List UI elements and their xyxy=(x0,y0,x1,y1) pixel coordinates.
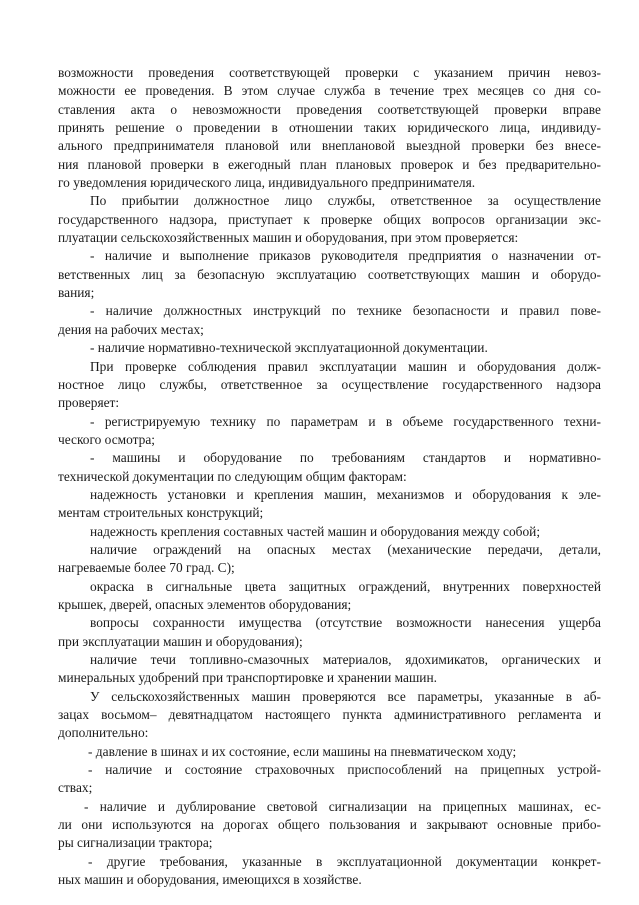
text-line: ментам строительных конструкций; xyxy=(58,505,264,521)
text-line: технической документации по следующим общим факторам: xyxy=(58,468,407,484)
text-line: проверяет: xyxy=(58,395,120,411)
text-line: ствах; xyxy=(58,780,93,796)
text-line: ры сигнализации трактора; xyxy=(58,835,213,851)
text-line: - наличие и выполнение приказов руководителя предприятия о назначении от- xyxy=(90,248,601,264)
text-line: - машины и оборудование по требованиям стандартов и нормативно- xyxy=(90,450,601,466)
text-line: - наличие должностных инструкций по технике безопасности и правил пове- xyxy=(90,303,601,319)
text-line: возможности проведения соответствующей проверки с указанием причин невоз- xyxy=(58,65,601,80)
text-line: го уведомления юридического лица, индивидуального предпринимателя. xyxy=(58,175,476,191)
text-line: ных машин и оборудования, имеющихся в хозяйстве. xyxy=(58,872,362,888)
document-body xyxy=(58,64,601,889)
text-line: - наличие и состояние страховочных приспособлений на прицепных устрой- xyxy=(88,762,601,778)
text-line: При проверке соблюдения правил эксплуатации машин и оборудования долж- xyxy=(90,358,601,374)
text-line: нагреваемые более 70 град. С); xyxy=(58,560,235,576)
text-line: дополнительно: xyxy=(58,725,149,741)
text-line: дения на рабочих местах; xyxy=(58,321,204,337)
text-line: - давление в шинах и их состояние, если машины на пневматическом ходу; xyxy=(88,743,517,759)
text-line: ния плановой проверки в ежегодный план плановых проверок и без предварительно- xyxy=(58,156,601,172)
text-line: У сельскохозяйственных машин проверяются все параметры, указанные в аб- xyxy=(90,688,601,704)
text-line: ческого осмотра; xyxy=(58,431,156,447)
text-line: принять решение о проведении в отношении таких юридического лица, индивиду- xyxy=(58,120,601,136)
text-line: вопросы сохранности имущества (отсутствие возможности нанесения ущерба xyxy=(90,615,601,631)
text-line: По прибытии должностное лицо службы, ответственное за осуществление xyxy=(90,193,601,209)
text-line: можности ее проведения. В этом случае служба в течение трех месяцев со дня со- xyxy=(58,83,601,99)
text-line: наличие ограждений на опасных местах (механические передачи, детали, xyxy=(90,541,601,557)
text-line: минеральных удобрений при транспортировке и хранении машин. xyxy=(58,670,437,686)
text-line: - наличие нормативно-технической эксплуатационной документации. xyxy=(90,340,488,356)
text-line: плуатации сельскохозяйственных машин и оборудования, при этом проверяется: xyxy=(58,230,519,246)
text-line: - регистрируемую технику по параметрам и в объеме государственного техни- xyxy=(90,413,601,429)
text-line: государственного надзора, приступает к проверке общих вопросов организации экс- xyxy=(58,211,601,227)
text-line: ностное лицо службы, ответственное за осуществление государственного надзора xyxy=(58,376,601,392)
text-line: при эксплуатации машин и оборудования); xyxy=(58,633,303,649)
text-line: ли они используются на дорогах общего пользования и закрывают основные прибо- xyxy=(58,817,601,833)
text-line: надежность установки и крепления машин, механизмов и оборудования к эле- xyxy=(90,486,601,502)
text-line: ветственных лиц за безопасную эксплуатацию соответствующих машин и оборудо- xyxy=(58,266,601,282)
text-line: окраска в сигнальные цвета защитных ограждений, внутренних поверхностей xyxy=(90,578,601,594)
text-line: ставления акта о невозможности проведения соответствующей проверки вправе xyxy=(58,101,601,117)
text-line: - другие требования, указанные в эксплуатационной документации конкрет- xyxy=(88,853,601,869)
text-line: - наличие и дублирование световой сигнализации на прицепных машинах, ес- xyxy=(84,798,601,814)
text-line: крышек, дверей, опасных элементов оборудования; xyxy=(58,596,352,612)
text-line: ального предпринимателя плановой или внеплановой выездной проверки без внесе- xyxy=(58,138,601,154)
text-line: вания; xyxy=(58,285,95,301)
text-line: зацах восьмом– девятнадцатом настоящего пункта административного регламента и xyxy=(58,707,601,723)
text-line: наличие течи топливно-смазочных материалов, ядохимикатов, органических и xyxy=(90,652,601,667)
text-line: надежность крепления составных частей машин и оборудования между собой; xyxy=(90,523,541,539)
